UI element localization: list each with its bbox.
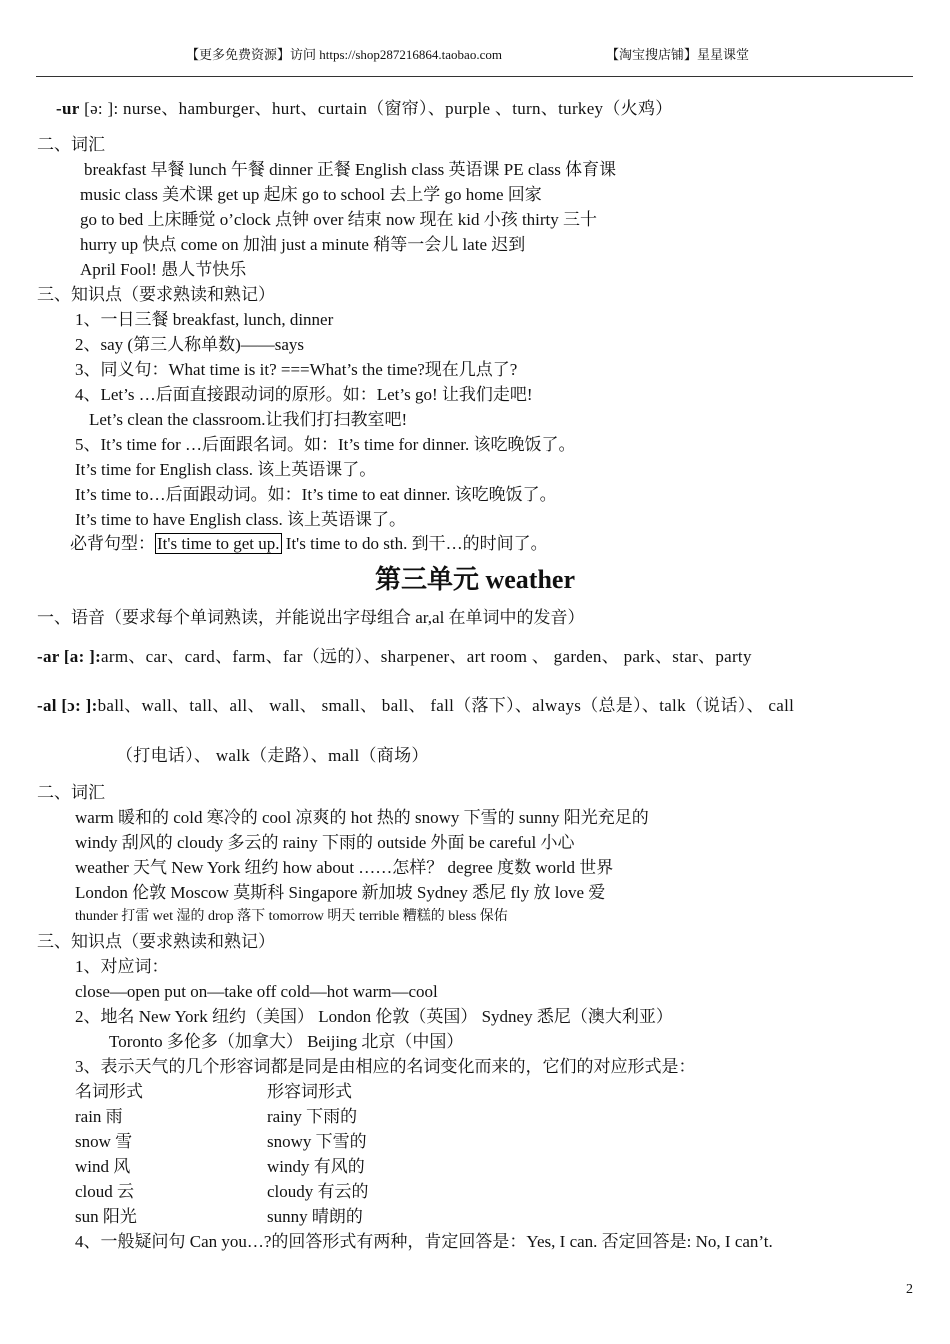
unit3-point: 4、一般疑问句 Can you…?的回答形式有两种，肯定回答是：Yes, I can. 否定回答是: No, I can’t. bbox=[75, 1232, 773, 1251]
unit2-point: 5、It’s time for …后面跟名词。如：It’s time for dinner. 该吃晚饭了。 bbox=[75, 435, 576, 454]
al-phonics-line bbox=[37, 694, 794, 718]
unit2-points-heading: 三、知识点（要求熟读和熟记） bbox=[37, 285, 275, 304]
noun-cell: sun 阳光 bbox=[75, 1207, 137, 1226]
noun-cell: cloud 云 bbox=[75, 1182, 135, 1201]
boxed-sentence: It's time to get up. bbox=[157, 534, 280, 553]
unit3-vocab-line: weather 天气 New York 纽约 how about ……怎样？ degree 度数 world 世界 bbox=[75, 858, 614, 877]
unit2-point: It’s time to have English class. 该上英语课了。 bbox=[75, 510, 406, 529]
unit2-point: 4、Let’s …后面直接跟动词的原形。如：Let’s go! 让我们走吧! bbox=[75, 385, 533, 404]
noun-cell: snow 雪 bbox=[75, 1132, 133, 1151]
unit2-point: Let’s clean the classroom.让我们打扫教室吧! bbox=[89, 410, 408, 429]
noun-adjective-row bbox=[75, 1105, 358, 1129]
adjective-cell: rainy 下雨的 bbox=[267, 1107, 358, 1126]
unit3-phonics-heading: 一、语音（要求每个单词熟读，并能说出字母组合 ar,al 在单词中的发音） bbox=[37, 608, 585, 627]
noun-cell: 名词形式 bbox=[75, 1082, 143, 1101]
al-label: -al [ɔ: ]: bbox=[37, 696, 98, 715]
unit3-point: 1、对应词： bbox=[75, 957, 169, 976]
header-left-text: 【更多免费资源】访问 https://shop287216864.taobao.com bbox=[186, 47, 502, 62]
unit3-title: 第三单元 weather bbox=[374, 565, 575, 594]
adjective-cell: 形容词形式 bbox=[267, 1082, 352, 1101]
must-recite-rest: It's time to do sth. 到干…的时间了。 bbox=[281, 534, 548, 553]
header-divider bbox=[36, 76, 913, 77]
unit2-vocab-line: breakfast 早餐 lunch 午餐 dinner 正餐 English class 英语课 PE class 体育课 bbox=[84, 160, 617, 179]
noun-cell: wind 风 bbox=[75, 1157, 131, 1176]
al-words: ball、wall、tall、all、 wall、 small、 ball、 fall（落下）、always（总是）、talk（说话）、 call bbox=[97, 696, 795, 715]
ar-words: arm、car、card、farm、far（远的）、sharpener、art room 、 garden、 park、star、party bbox=[101, 647, 752, 666]
unit2-vocab-line: hurry up 快点 come on 加油 just a minute 稍等一会儿 late 迟到 bbox=[80, 235, 526, 254]
al-phonics-line-cont: （打电话）、 walk（走路）、mall（商场） bbox=[116, 746, 429, 765]
unit3-vocab-line: London 伦敦 Moscow 莫斯科 Singapore 新加坡 Sydney 悉尼 fly 放 love 爱 bbox=[75, 883, 606, 902]
unit2-point: 3、同义句：What time is it? ===What’s the time?现在几点了? bbox=[75, 360, 518, 379]
unit2-point: It’s time for English class. 该上英语课了。 bbox=[75, 460, 377, 479]
unit3-vocab-line: warm 暖和的 cold 寒冷的 cool 凉爽的 hot 热的 snowy 下雪的 sunny 阳光充足的 bbox=[75, 808, 649, 827]
must-recite-prefix: 必背句型： bbox=[70, 534, 155, 553]
adjective-cell: snowy 下雪的 bbox=[267, 1132, 367, 1151]
adjective-cell: windy 有风的 bbox=[267, 1157, 365, 1176]
unit3-points-heading: 三、知识点（要求熟读和熟记） bbox=[37, 932, 275, 951]
unit3-vocab-line: windy 刮风的 cloudy 多云的 rainy 下雨的 outside 外面 be careful 小心 bbox=[75, 833, 575, 852]
unit2-vocab-line: April Fool! 愚人节快乐 bbox=[80, 260, 247, 279]
unit3-point: Toronto 多伦多（加拿大） Beijing 北京（中国） bbox=[109, 1032, 464, 1051]
header-right-text: 【淘宝搜店铺】星星课堂 bbox=[606, 47, 750, 62]
noun-adjective-row bbox=[75, 1080, 352, 1104]
noun-adjective-row bbox=[75, 1130, 367, 1154]
unit2-vocab-line: go to bed 上床睡觉 o’clock 点钟 over 结束 now 现在 kid 小孩 thirty 三十 bbox=[80, 210, 598, 229]
ur-phonics-line bbox=[56, 97, 673, 121]
unit3-point: 2、地名 New York 纽约（美国） London 伦敦（英国） Sydney 悉尼（澳大利亚） bbox=[75, 1007, 673, 1026]
page-number: 2 bbox=[906, 1282, 913, 1297]
unit2-point: It’s time to…后面跟动词。如：It’s time to eat dinner. 该吃晚饭了。 bbox=[75, 485, 557, 504]
noun-cell: rain 雨 bbox=[75, 1107, 123, 1126]
noun-adjective-row bbox=[75, 1155, 365, 1179]
ur-label: -ur bbox=[56, 99, 80, 118]
adjective-cell: sunny 晴朗的 bbox=[267, 1207, 363, 1226]
unit3-point: 3、表示天气的几个形容词都是同是由相应的名词变化而来的，它们的对应形式是： bbox=[75, 1057, 696, 1076]
unit2-point: 2、say (第三人称单数)——says bbox=[75, 335, 305, 354]
unit2-vocab-line: music class 美术课 get up 起床 go to school 去上学 go home 回家 bbox=[80, 185, 542, 204]
unit2-point: 1、一日三餐 breakfast, lunch, dinner bbox=[75, 310, 334, 329]
noun-adjective-row bbox=[75, 1205, 363, 1229]
noun-adjective-row bbox=[75, 1180, 369, 1204]
ar-phonics-line bbox=[37, 645, 752, 669]
ar-label: -ar [a: ]: bbox=[37, 647, 102, 666]
unit3-vocab-heading: 二、词汇 bbox=[37, 783, 105, 802]
must-recite-line bbox=[70, 532, 548, 556]
unit3-point: close—open put on—take off cold—hot warm—cool bbox=[75, 982, 438, 1001]
unit3-vocab-small-line: thunder 打雷 wet 湿的 drop 落下 tomorrow 明天 terrible 糟糕的 bless 保佑 bbox=[75, 909, 508, 924]
adjective-cell: cloudy 有云的 bbox=[267, 1182, 369, 1201]
ur-words: [ə: ]: nurse、hamburger、hurt、curtain（窗帘）、purple 、turn、turkey（火鸡） bbox=[79, 99, 673, 118]
unit2-vocab-heading: 二、词汇 bbox=[37, 135, 105, 154]
